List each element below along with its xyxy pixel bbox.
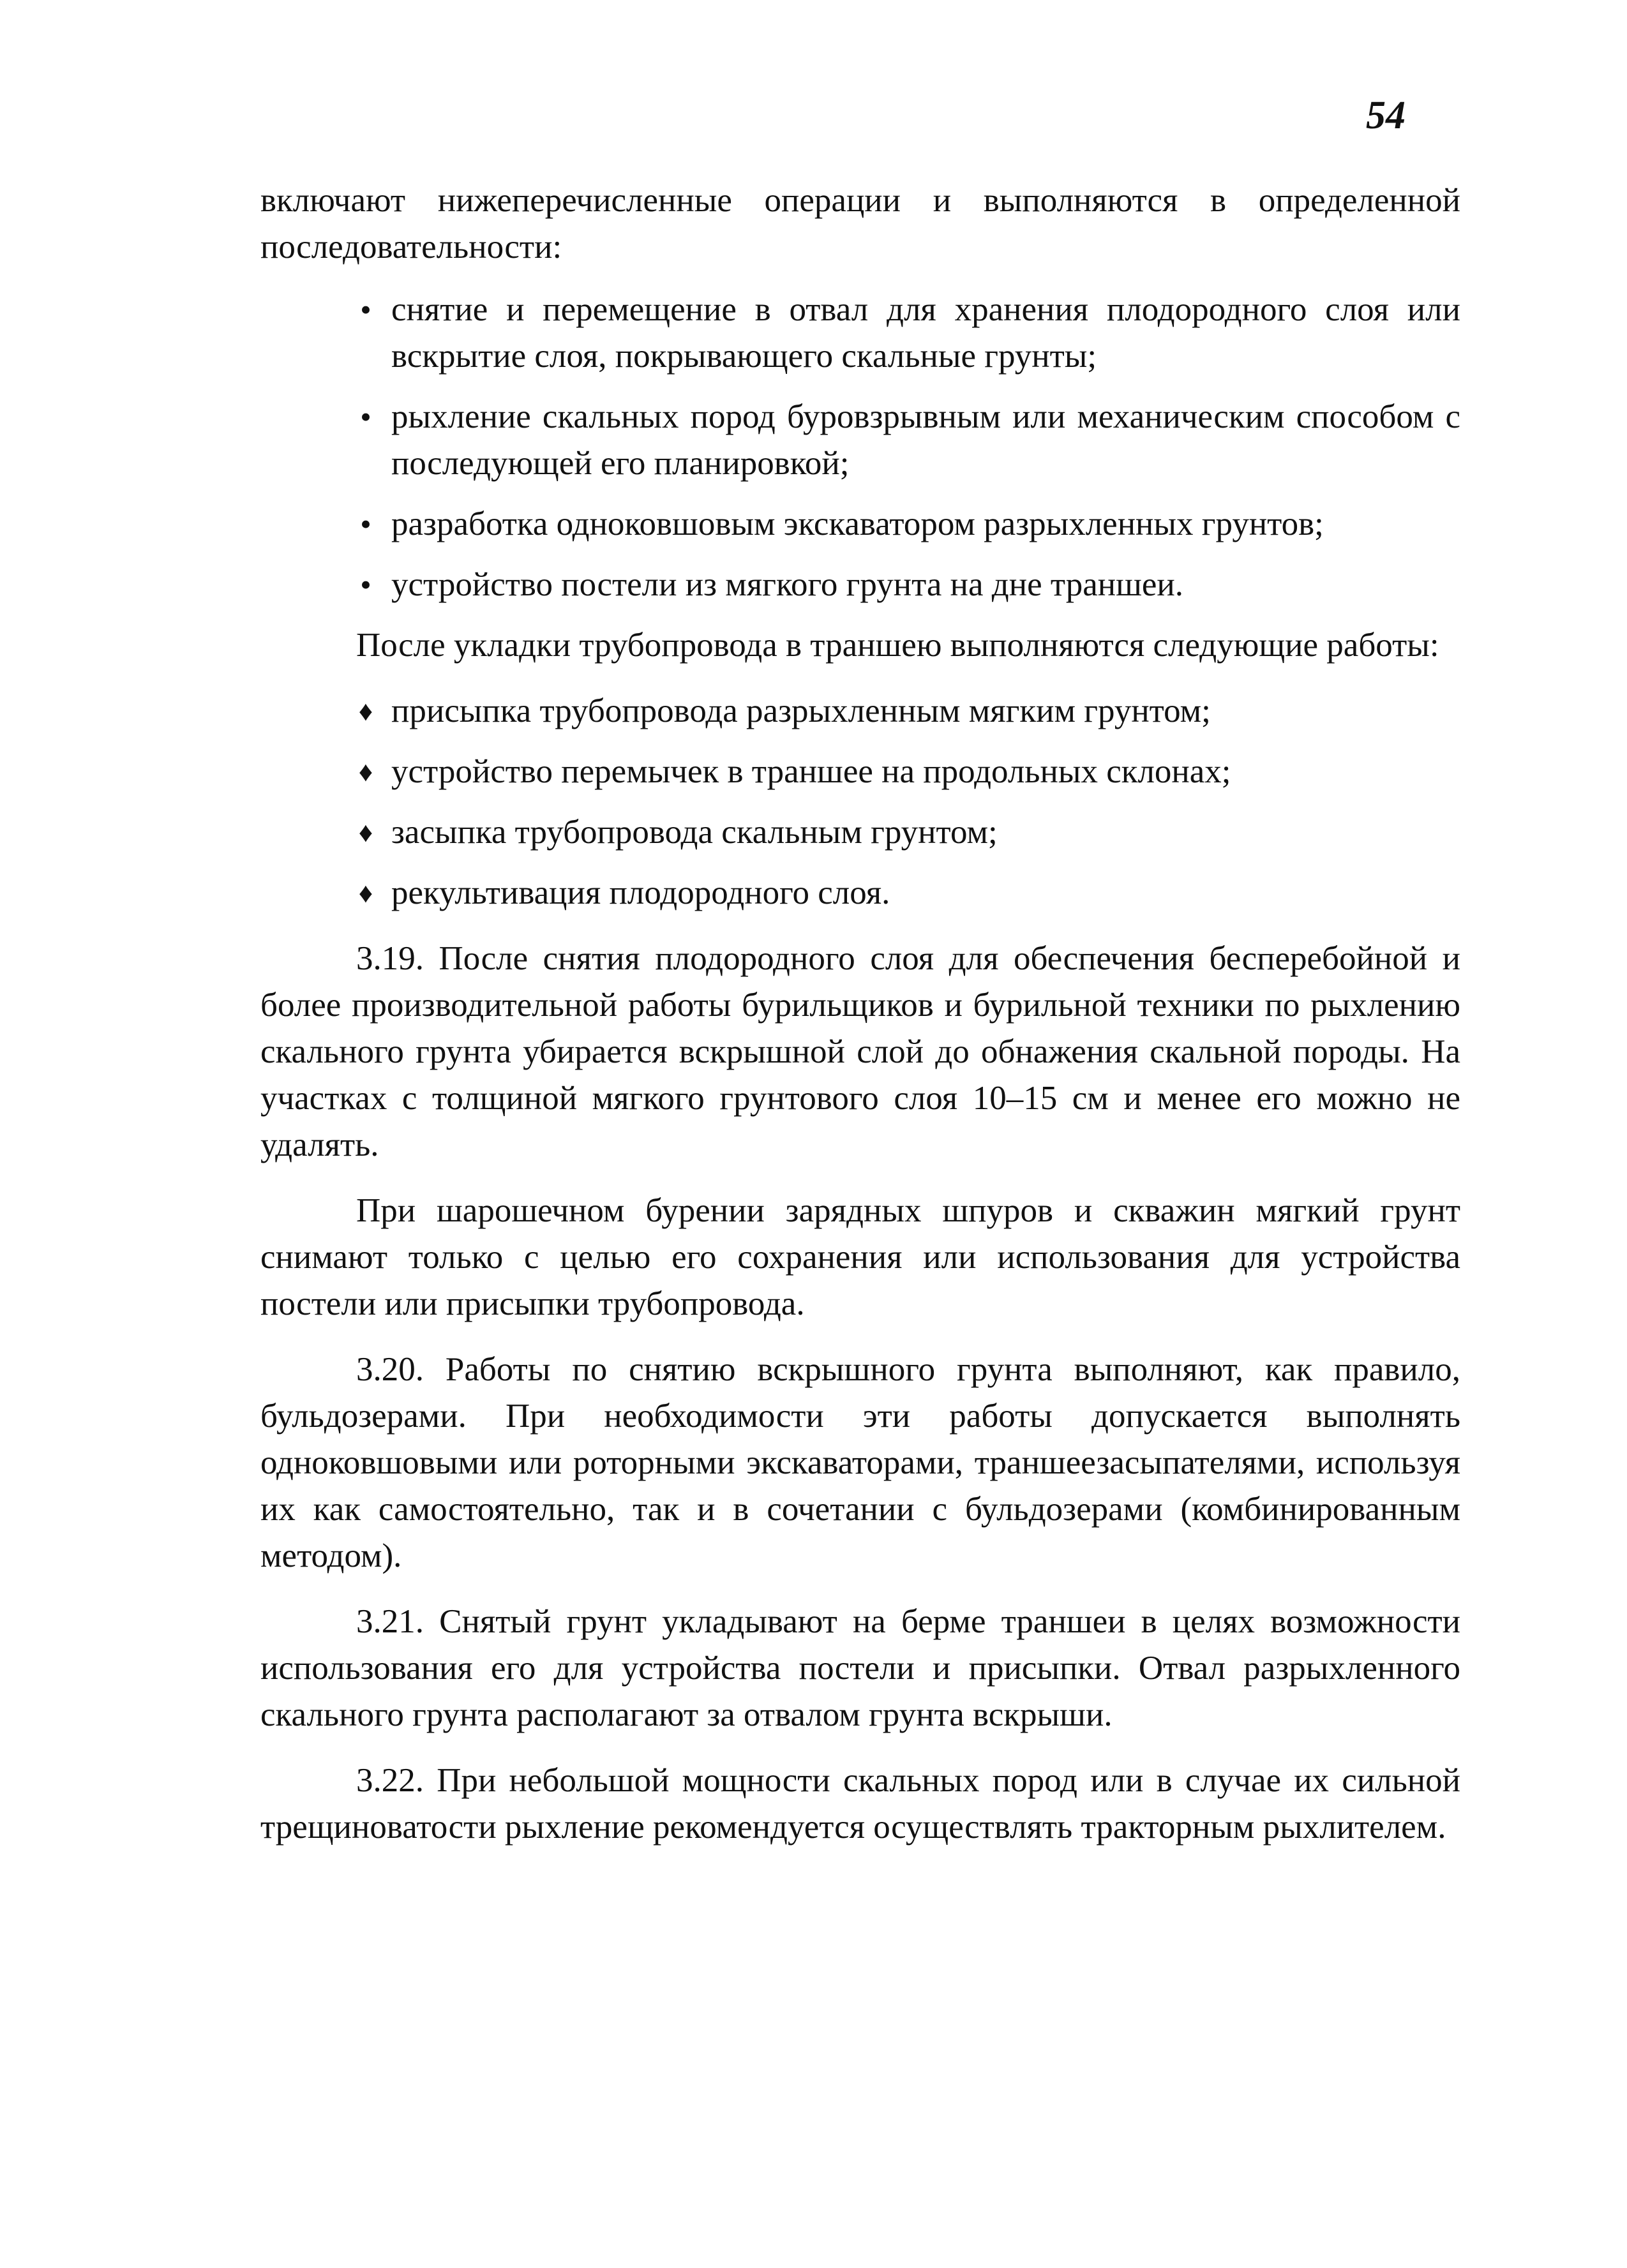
intro-paragraph: включают нижеперечисленные операции и выполняются в определенной последовательности: <box>260 182 1460 265</box>
list-item-text: присыпка трубопровода разрыхленным мягким грунтом; <box>391 692 1211 729</box>
list-item-text: рыхление скальных пород буровзрывным или механическим способом с последующей его планировкой; <box>391 398 1460 482</box>
list-item <box>260 749 1460 795</box>
diamond-bullet-icon: ♦ <box>358 696 373 727</box>
diamond-bullet-icon: ♦ <box>358 817 373 848</box>
paragraph-3-20: 3.20. Работы по снятию вскрышного грунта выполняют, как правило, бульдозерами. При необходимости эти работы допускается выполнять одноковшовыми или роторными экскаваторами, траншеезасыпателями, используя их как самостоятельно, так и в сочетании с бульдозерами (комбинированным методом). <box>260 1351 1460 1574</box>
paragraph-3-21: 3.21. Снятый грунт укладывают на берме траншеи в целях возможности использования его для устройства постели и присыпки. Отвал разрыхленного скального грунта располагают за отвалом грунта вскрыши. <box>260 1603 1460 1733</box>
list-item-text: засыпка трубопровода скальным грунтом; <box>391 814 998 851</box>
diamond-bullet-icon: ♦ <box>358 756 373 787</box>
paragraph-3-22: 3.22. При небольшой мощности скальных пород или в случае их сильной трещиноватости рыхление рекомендуется осуществлять тракторным рыхлителем. <box>260 1762 1460 1846</box>
round-bullet-icon: • <box>360 506 371 542</box>
operations-before-list <box>260 287 1460 608</box>
list-item <box>260 287 1460 380</box>
list-item <box>260 870 1460 916</box>
paragraph-drilling: При шарошечном бурении зарядных шпуров и скважин мягкий грунт снимают только с целью его сохранения или использования для устройства постели или присыпки трубопровода. <box>260 1192 1460 1322</box>
list-item-text: устройство постели из мягкого грунта на дне траншеи. <box>391 566 1184 603</box>
list-item-text: устройство перемычек в траншее на продольных склонах; <box>391 753 1231 790</box>
after-laying-paragraph: После укладки трубопровода в траншею выполняются следующие работы: <box>356 627 1439 664</box>
round-bullet-icon: • <box>360 567 371 602</box>
list-item <box>260 809 1460 856</box>
list-item <box>260 501 1460 548</box>
round-bullet-icon: • <box>360 399 371 435</box>
page-content <box>260 177 1460 1851</box>
list-item <box>260 688 1460 735</box>
page-number: 54 <box>1366 94 1406 137</box>
list-item-text: разработка одноковшовым экскаватором разрыхленных грунтов; <box>391 505 1324 542</box>
list-item <box>260 394 1460 487</box>
operations-after-list <box>260 688 1460 916</box>
list-item-text: рекультивация плодородного слоя. <box>391 874 890 911</box>
paragraph-3-19: 3.19. После снятия плодородного слоя для обеспечения бесперебойной и более производительной работы бурильщиков и бурильной техники по рыхлению скального грунта убирается вскрышной слой до обнажения скальной породы. На участках с толщиной мягкого грунтового слоя 10–15 см и менее его можно не удалять. <box>260 940 1460 1163</box>
round-bullet-icon: • <box>360 292 371 327</box>
list-item <box>260 562 1460 608</box>
diamond-bullet-icon: ♦ <box>358 877 373 909</box>
list-item-text: снятие и перемещение в отвал для хранения плодородного слоя или вскрытие слоя, покрывающего скальные грунты; <box>391 291 1460 375</box>
